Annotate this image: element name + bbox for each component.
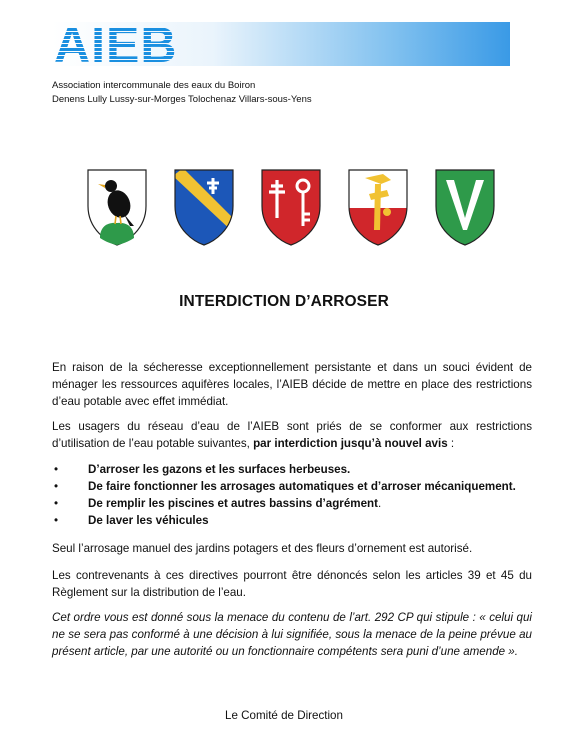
aieb-logo <box>52 20 202 68</box>
legal-paragraph: Cet ordre vous est donné sous la menace du contenu de l’art. 292 CP qui stipule : « celui qui ne se sera pas conformé à une décision à lui signifiée, sous la menace de la peine prévue au présent article, par une autorité ou un fonctionnaire compétents sera puni d’une amende ». <box>52 611 532 658</box>
association-name: Association intercommunale des eaux du Boiron <box>52 80 256 91</box>
denens-shield-icon <box>86 168 148 246</box>
intro-paragraph: En raison de la sécheresse exceptionnellement persistante et dans un souci évident de ménager les ressources aquifères locales, l’AIEB décide de mettre en place des restrictions d’eau potable avec effet immédiat. <box>52 361 532 408</box>
restrictions-list <box>52 461 532 529</box>
lully-shield-icon <box>173 168 235 246</box>
list-item-suffix: . <box>377 497 382 510</box>
restrictions-text: Les usagers du réseau d’eau de l’AIEB sont priés de se conformer aux restrictions d’utilisation de l’eau potable suivantes, <box>52 420 532 450</box>
penalty-paragraph: Les contrevenants à ces directives pourront être dénoncés selon les articles 39 et 45 du Règlement sur la distribution de l’eau. <box>52 569 532 599</box>
page-title: INTERDICTION D’ARROSER <box>179 293 389 310</box>
allowed-paragraph: Seul l’arrosage manuel des jardins potagers et des fleurs d’ornement est autorisé. <box>52 542 473 555</box>
list-item-text: D’arroser les gazons et les surfaces herbeuses. <box>88 463 351 476</box>
list-item <box>52 512 532 529</box>
villars-shield-icon <box>434 168 496 246</box>
list-item <box>52 461 532 478</box>
bullet-dot: • <box>54 514 59 527</box>
restrictions-colon: : <box>447 437 455 450</box>
signature: Le Comité de Direction <box>225 709 343 722</box>
list-item-text: De remplir les piscines et autres bassins d’agrément <box>88 497 378 510</box>
member-communes: Denens Lully Lussy-sur-Morges Tolochenaz Villars-sous-Yens <box>52 94 312 105</box>
list-item-text: De laver les véhicules <box>88 514 209 527</box>
restrictions-paragraph <box>52 418 532 452</box>
lussy-shield-icon <box>260 168 322 246</box>
coats-of-arms-row <box>86 168 496 248</box>
list-item <box>52 478 532 495</box>
svg-text:AIEB: AIEB <box>54 20 178 68</box>
bullet-dot: • <box>54 480 59 493</box>
bullet-dot: • <box>54 463 59 476</box>
list-item-text: De faire fonctionner les arrosages automatiques et d’arroser mécaniquement. <box>88 480 516 493</box>
tolochenaz-shield-icon <box>347 168 409 246</box>
bullet-dot: • <box>54 497 59 510</box>
restrictions-emphasis: par interdiction jusqu’à nouvel avis <box>253 437 448 450</box>
list-item <box>52 495 532 512</box>
